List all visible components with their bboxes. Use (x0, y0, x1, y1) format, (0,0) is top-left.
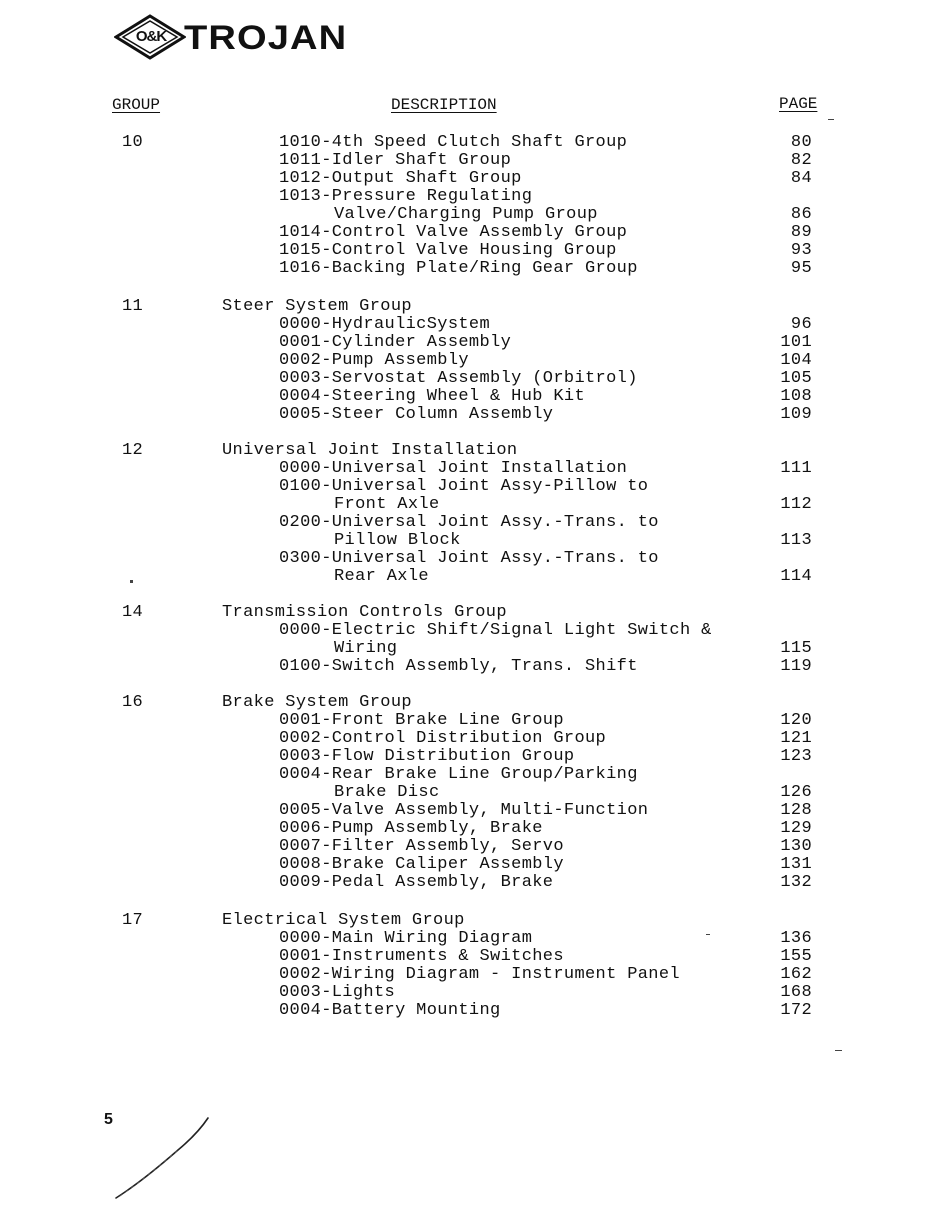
entry-page: 155 (780, 947, 812, 966)
toc-row (0, 567, 935, 587)
toc-row (0, 837, 935, 857)
entry-description: 0004-Rear Brake Line Group/Parking (279, 765, 638, 784)
page-column-header: PAGE (779, 95, 818, 113)
toc-row (0, 223, 935, 243)
entry-description: 0001-Instruments & Switches (279, 947, 564, 966)
toc-row (0, 657, 935, 677)
pen-mark-icon (110, 1110, 220, 1205)
entry-description: 0004-Battery Mounting (279, 1001, 501, 1020)
entry-page: 123 (780, 747, 812, 766)
entry-page: 86 (790, 205, 812, 224)
group-number: 17 (122, 911, 144, 930)
entry-description: 0000-Electric Shift/Signal Light Switch & (279, 621, 712, 640)
entry-page: 111 (780, 459, 812, 478)
entry-page: 112 (780, 495, 812, 514)
group-number: 12 (122, 441, 144, 460)
entry-page: 162 (780, 965, 812, 984)
entry-description: Steer System Group (222, 297, 412, 316)
entry-description: 0000-HydraulicSystem (279, 315, 491, 334)
scan-speck (835, 1050, 842, 1051)
toc-row (0, 911, 935, 931)
entry-description: 0004-Steering Wheel & Hub Kit (279, 387, 585, 406)
toc-row (0, 1001, 935, 1021)
toc-row (0, 351, 935, 371)
entry-description: 0300-Universal Joint Assy.-Trans. to (279, 549, 659, 568)
toc-row (0, 711, 935, 731)
toc-row (0, 639, 935, 659)
group-number: 10 (122, 133, 144, 152)
entry-page: 101 (780, 333, 812, 352)
entry-page: 95 (790, 259, 812, 278)
entry-page: 119 (780, 657, 812, 676)
entry-description: 1014-Control Valve Assembly Group (279, 223, 628, 242)
entry-description: 0002-Pump Assembly (279, 351, 469, 370)
entry-description: 0007-Filter Assembly, Servo (279, 837, 564, 856)
entry-description: Pillow Block (334, 531, 461, 550)
entry-page: 82 (790, 151, 812, 170)
entry-description: 0001-Front Brake Line Group (279, 711, 564, 730)
scan-speck (706, 934, 710, 935)
page-number: 5 (104, 1111, 113, 1128)
toc-row (0, 783, 935, 803)
scan-speck (130, 580, 133, 583)
entry-description: Valve/Charging Pump Group (334, 205, 598, 224)
group-number: 14 (122, 603, 144, 622)
toc-row (0, 405, 935, 425)
entry-description: 1010-4th Speed Clutch Shaft Group (279, 133, 628, 152)
entry-description: 0000-Main Wiring Diagram (279, 929, 533, 948)
entry-description: Rear Axle (334, 567, 429, 586)
entry-page: 128 (780, 801, 812, 820)
toc-row (0, 151, 935, 171)
entry-page: 114 (780, 567, 812, 586)
toc-row (0, 819, 935, 839)
entry-description: Brake Disc (334, 783, 440, 802)
toc-row (0, 549, 935, 569)
entry-page: 136 (780, 929, 812, 948)
entry-description: 1012-Output Shaft Group (279, 169, 522, 188)
toc-row (0, 531, 935, 551)
entry-page: 172 (780, 1001, 812, 1020)
entry-description: Transmission Controls Group (222, 603, 507, 622)
toc-row (0, 855, 935, 875)
toc-row (0, 603, 935, 623)
entry-page: 130 (780, 837, 812, 856)
entry-page: 121 (780, 729, 812, 748)
scan-speck (828, 119, 834, 120)
entry-description: Front Axle (334, 495, 440, 514)
entry-page: 96 (790, 315, 812, 334)
toc-row (0, 369, 935, 389)
group-column-header: GROUP (112, 96, 161, 114)
entry-page: 129 (780, 819, 812, 838)
entry-page: 168 (780, 983, 812, 1002)
entry-description: 0100-Universal Joint Assy-Pillow to (279, 477, 649, 496)
toc-row (0, 441, 935, 461)
entry-description: 1011-Idler Shaft Group (279, 151, 512, 170)
toc-row (0, 259, 935, 279)
entry-description: 0009-Pedal Assembly, Brake (279, 873, 554, 892)
entry-description: 0006-Pump Assembly, Brake (279, 819, 543, 838)
toc-row (0, 241, 935, 261)
entry-description: 0003-Flow Distribution Group (279, 747, 575, 766)
toc-row (0, 333, 935, 353)
entry-description: Universal Joint Installation (222, 441, 518, 460)
entry-page: 120 (780, 711, 812, 730)
toc-row (0, 765, 935, 785)
toc-row (0, 205, 935, 225)
entry-page: 131 (780, 855, 812, 874)
toc-row (0, 965, 935, 985)
toc-row (0, 459, 935, 479)
entry-description: 0005-Valve Assembly, Multi-Function (279, 801, 649, 820)
entry-description: 1013-Pressure Regulating (279, 187, 533, 206)
toc-row (0, 495, 935, 515)
entry-description: 1015-Control Valve Housing Group (279, 241, 617, 260)
toc-row (0, 983, 935, 1003)
toc-row (0, 873, 935, 893)
entry-description: 0002-Control Distribution Group (279, 729, 607, 748)
toc-row (0, 693, 935, 713)
toc-row (0, 947, 935, 967)
toc-row (0, 729, 935, 749)
entry-page: 104 (780, 351, 812, 370)
entry-description: 0002-Wiring Diagram - Instrument Panel (279, 965, 680, 984)
toc-row (0, 621, 935, 641)
entry-page: 80 (790, 133, 812, 152)
toc-row (0, 187, 935, 207)
entry-page: 113 (780, 531, 812, 550)
logo-mark: O&K (135, 28, 167, 45)
toc-row (0, 513, 935, 533)
entry-description: 0003-Lights (279, 983, 396, 1002)
entry-page: 115 (780, 639, 812, 658)
entry-page: 105 (780, 369, 812, 388)
logo (114, 14, 376, 62)
entry-description: 1016-Backing Plate/Ring Gear Group (279, 259, 638, 278)
entry-description: 0100-Switch Assembly, Trans. Shift (279, 657, 638, 676)
entry-page: 126 (780, 783, 812, 802)
toc-row (0, 747, 935, 767)
toc-row (0, 169, 935, 189)
group-number: 16 (122, 693, 144, 712)
toc-row (0, 133, 935, 153)
logo-brand: TROJAN (184, 19, 348, 57)
entry-page: 84 (790, 169, 812, 188)
entry-page: 89 (790, 223, 812, 242)
entry-description: Wiring (334, 639, 398, 658)
entry-page: 132 (780, 873, 812, 892)
entry-description: 0000-Universal Joint Installation (279, 459, 628, 478)
toc-row (0, 387, 935, 407)
toc-row (0, 315, 935, 335)
entry-description: 0003-Servostat Assembly (Orbitrol) (279, 369, 638, 388)
toc-row (0, 297, 935, 317)
toc-row (0, 801, 935, 821)
entry-page: 109 (780, 405, 812, 424)
entry-description: 0005-Steer Column Assembly (279, 405, 554, 424)
entry-description: 0200-Universal Joint Assy.-Trans. to (279, 513, 659, 532)
toc-row (0, 477, 935, 497)
entry-description: Brake System Group (222, 693, 412, 712)
entry-page: 108 (780, 387, 812, 406)
entry-description: 0001-Cylinder Assembly (279, 333, 512, 352)
entry-description: 0008-Brake Caliper Assembly (279, 855, 564, 874)
toc-row (0, 929, 935, 949)
description-column-header: DESCRIPTION (391, 96, 497, 114)
entry-page: 93 (790, 241, 812, 260)
entry-description: Electrical System Group (222, 911, 465, 930)
group-number: 11 (122, 297, 144, 316)
